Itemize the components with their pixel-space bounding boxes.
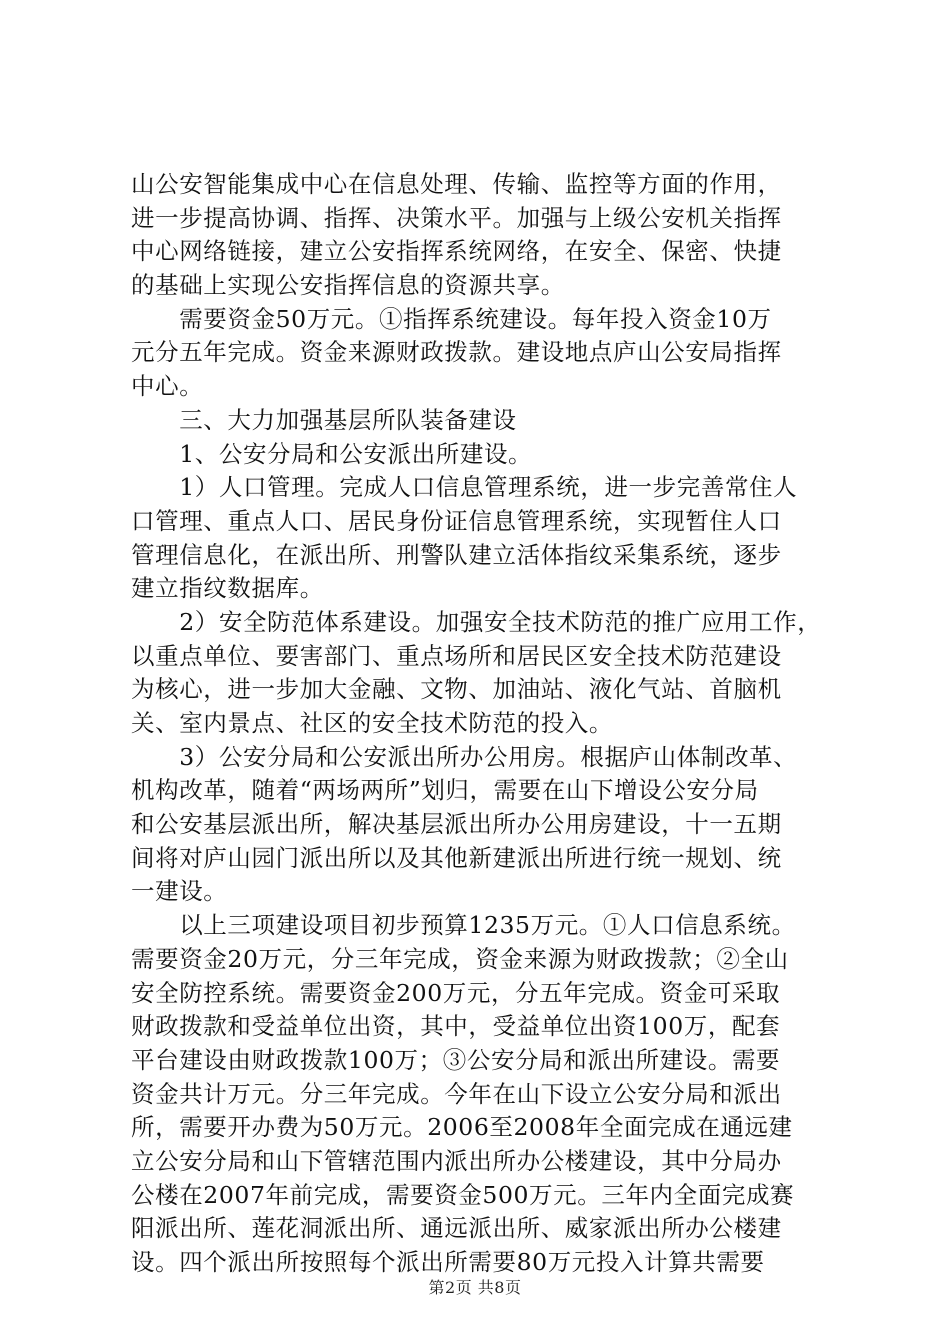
text-line: 和公安基层派出所，解决基层派出所办公用房建设，十一五期 [131, 810, 782, 839]
text-line: 所，需要开办费为50万元。2006至2008年全面完成在通远建 [131, 1113, 793, 1142]
text-line: 资金共计万元。分三年完成。今年在山下设立公安分局和派出 [131, 1079, 782, 1108]
text-line: 山公安智能集成中心在信息处理、传输、监控等方面的作用， [131, 170, 782, 198]
text-line: 建立指纹数据库。 [131, 574, 324, 603]
text-line: 以上三项建设项目初步预算1235万元。①人口信息系统。 [131, 911, 796, 940]
text-line: 立公安分局和山下管辖范围内派出所办公楼建设，其中分局办 [131, 1146, 782, 1175]
text-line: 2）安全防范体系建设。加强安全技术防范的推广应用工作， [131, 607, 822, 636]
text-line: 管理信息化，在派出所、刑警队建立活体指纹采集系统，逐步 [131, 540, 782, 569]
text-line: 平台建设由财政拨款100万；③公安分局和派出所建设。需要 [131, 1045, 781, 1074]
text-line: 需要资金50万元。①指挥系统建设。每年投入资金10万 [131, 304, 772, 333]
text-line: 元分五年完成。资金来源财政拨款。建设地点庐山公安局指挥 [131, 338, 782, 367]
text-line: 以重点单位、要害部门、重点场所和居民区安全技术防范建设 [131, 641, 782, 670]
text-line: 为核心，进一步加大金融、文物、加油站、液化气站、首脑机 [131, 675, 782, 704]
text-line: 间将对庐山园门派出所以及其他新建派出所进行统一规划、统 [131, 843, 782, 872]
text-line: 3）公安分局和公安派出所办公用房。根据庐山体制改革、 [131, 742, 798, 771]
subsection-heading: 1、公安分局和公安派出所建设。 [131, 439, 533, 468]
text-line: 口管理、重点人口、居民身份证信息管理系统，实现暂住人口 [131, 506, 782, 535]
text-line: 公楼在2007年前完成，需要资金500万元。三年内全面完成赛 [131, 1180, 795, 1209]
text-line: 需要资金20万元，分三年完成，资金来源为财政拨款；②全山 [131, 944, 789, 973]
text-line: 的基础上实现公安指挥信息的资源共享。 [131, 271, 565, 300]
text-line: 财政拨款和受益单位出资，其中，受益单位出资100万，配套 [131, 1012, 781, 1041]
text-line: 阳派出所、莲花洞派出所、通远派出所、威家派出所办公楼建 [131, 1214, 782, 1243]
text-line: 安全防控系统。需要资金200万元，分五年完成。资金可采取 [131, 978, 781, 1007]
section-heading: 三、大力加强基层所队装备建设 [131, 405, 517, 434]
text-line: 一建设。 [131, 877, 228, 906]
page-footer [0, 1278, 950, 1298]
text-line: 关、室内景点、社区的安全技术防范的投入。 [131, 709, 613, 737]
text-line: 中心网络链接，建立公安指挥系统网络，在安全、保密、快捷 [131, 237, 782, 266]
text-line: 设。四个派出所按照每个派出所需要80万元投入计算共需要 [131, 1248, 765, 1276]
document-body [131, 168, 831, 1280]
text-line: 中心。 [131, 372, 204, 401]
text-line: 进一步提高协调、指挥、决策水平。加强与上级公安机关指挥 [131, 203, 782, 232]
page-number-label: 第2页 共8页 [428, 1278, 522, 1297]
text-line: 机构改革，随着“两场两所”划归，需要在山下增设公安分局 [131, 776, 759, 805]
text-line: 1）人口管理。完成人口信息管理系统，进一步完善常住人 [131, 473, 798, 502]
